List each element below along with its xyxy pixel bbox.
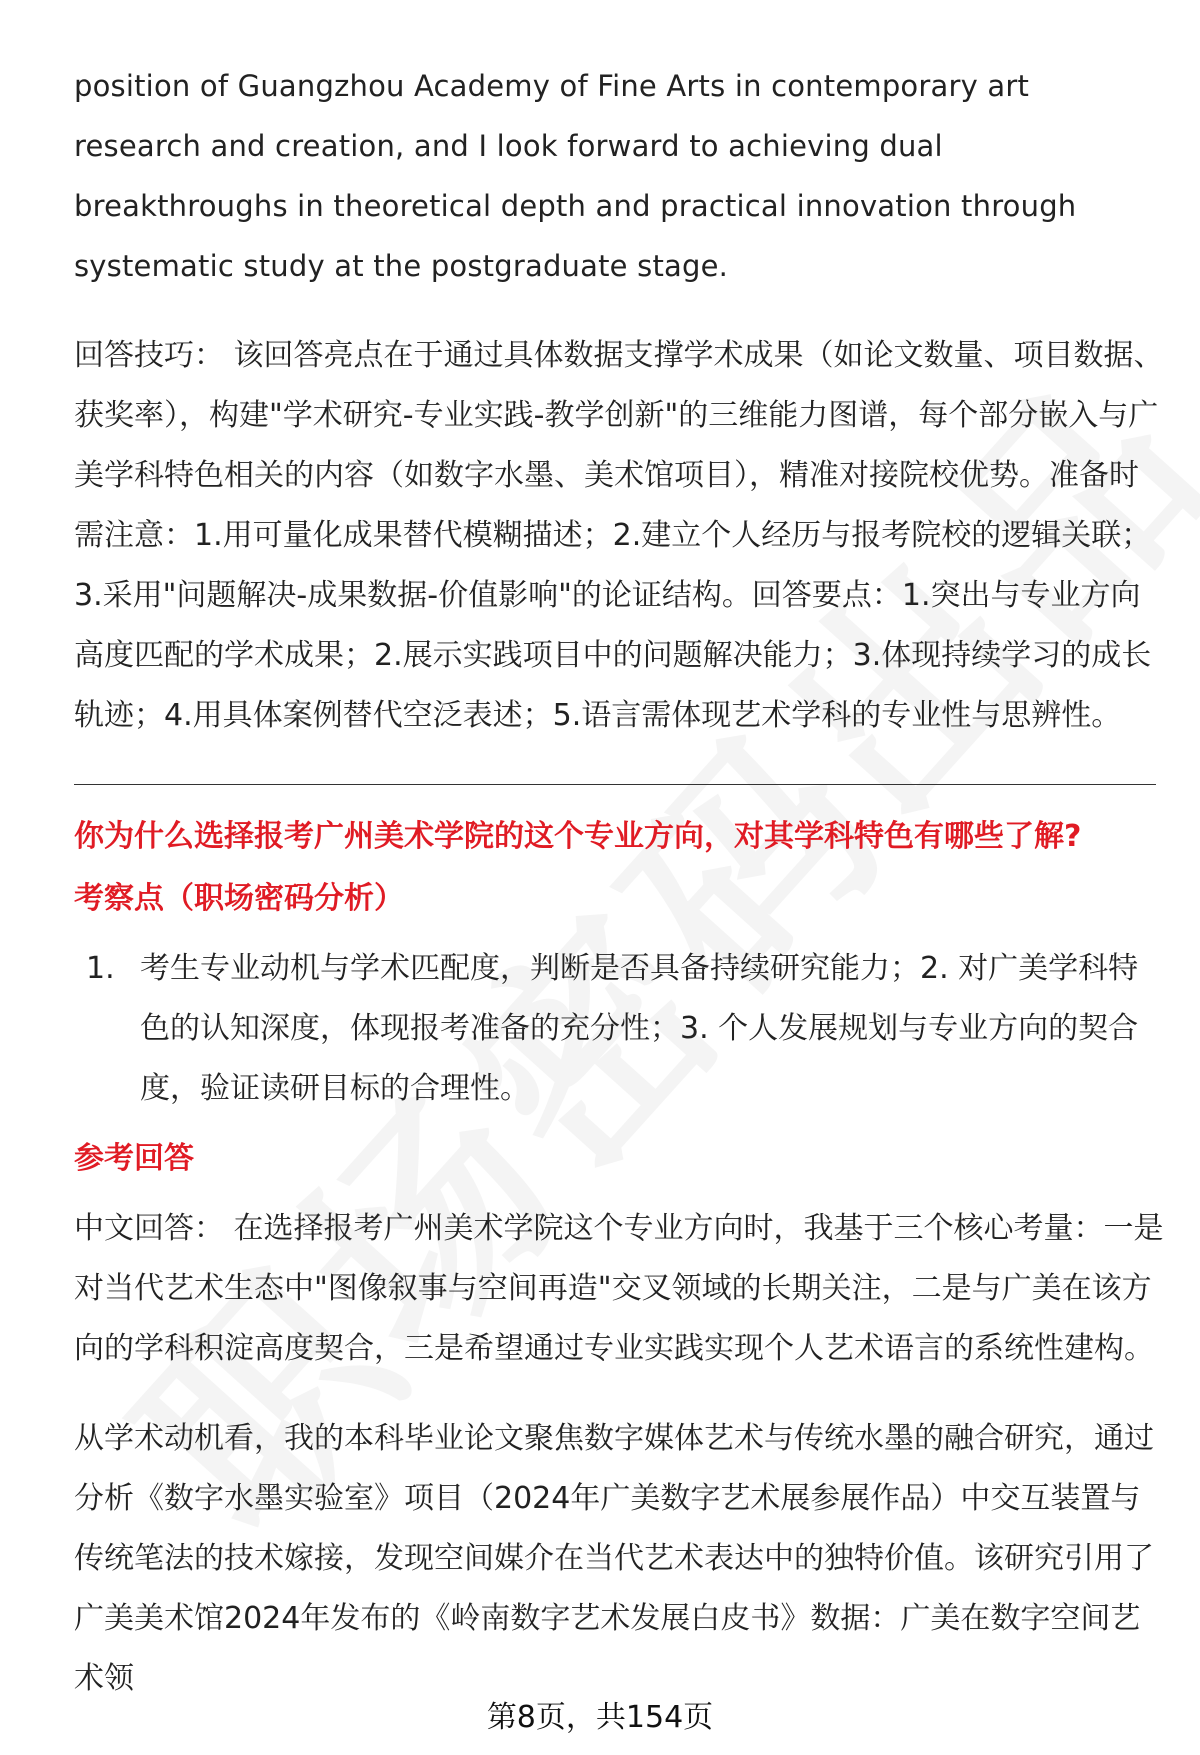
answer-tips-paragraph: 回答技巧： 该回答亮点在于通过具体数据支撑学术成果（如论文数量、项目数据、获奖率），构建"学术研究-专业实践-教学创新"的三维能力图谱，每个部分嵌入与广美学科特色相关的内容（如数字水墨、美术馆项目），精准对接院校优势。准备时需注意：1.用可量化成果替代模糊描述；2.建立个人经历与报考院校的逻辑关联；3.采用"问题解决-成果数据-价值影响"的论证结构。回答要点：1.突出与专业方向高度匹配的学术成果；2.展示实践项目中的问题解决能力；3.体现持续学习的成长轨迹；4.用具体案例替代空泛表述；5.语言需体现艺术学科的专业性与思辨性。 [74,338,1164,733]
assessment-heading: 考察点（职场密码分析） [74,881,404,916]
page-content [74,56,1164,1709]
page-number-footer: 第8页，共154页 [486,1700,714,1735]
intro-paragraph: position of Guangzhou Academy of Fine Arts in contemporary art research and creation, and I look forward to achieving dual breakthroughs in theoretical depth and practical innovation through systematic study at the postgraduate stage. [74,69,1077,283]
chinese-answer-paragraph: 中文回答： 在选择报考广州美术学院这个专业方向时，我基于三个核心考量：一是对当代艺术生态中"图像叙事与空间再造"交叉领域的长期关注，二是与广美在该方向的学科积淀高度契合，三是希望通过专业实践实现个人艺术语言的系统性建构。 [74,1211,1164,1366]
question-heading: 你为什么选择报考广州美术学院的这个专业方向，对其学科特色有哪些了解? [74,819,1082,854]
section-divider [74,784,1156,785]
assessment-list-item [74,939,1164,1119]
assessment-text: 考生专业动机与学术匹配度，判断是否具备持续研究能力；2. 对广美学科特色的认知深度，体现报考准备的充分性；3. 个人发展规划与专业方向的契合度，验证读研目标的合理性。 [140,951,1139,1106]
reference-answer-heading: 参考回答 [74,1141,194,1176]
academic-motivation-paragraph: 从学术动机看，我的本科毕业论文聚焦数字媒体艺术与传统水墨的融合研究，通过分析《数字水墨实验室》项目（2024年广美数字艺术展参展作品）中交互装置与传统笔法的技术嫁接，发现空间媒介在当代艺术表达中的独特价值。该研究引用了广美美术馆2024年发布的《岭南数字艺术发展白皮书》数据：广美在数字空间艺术领 [74,1421,1154,1696]
list-number: 1. [86,951,115,986]
